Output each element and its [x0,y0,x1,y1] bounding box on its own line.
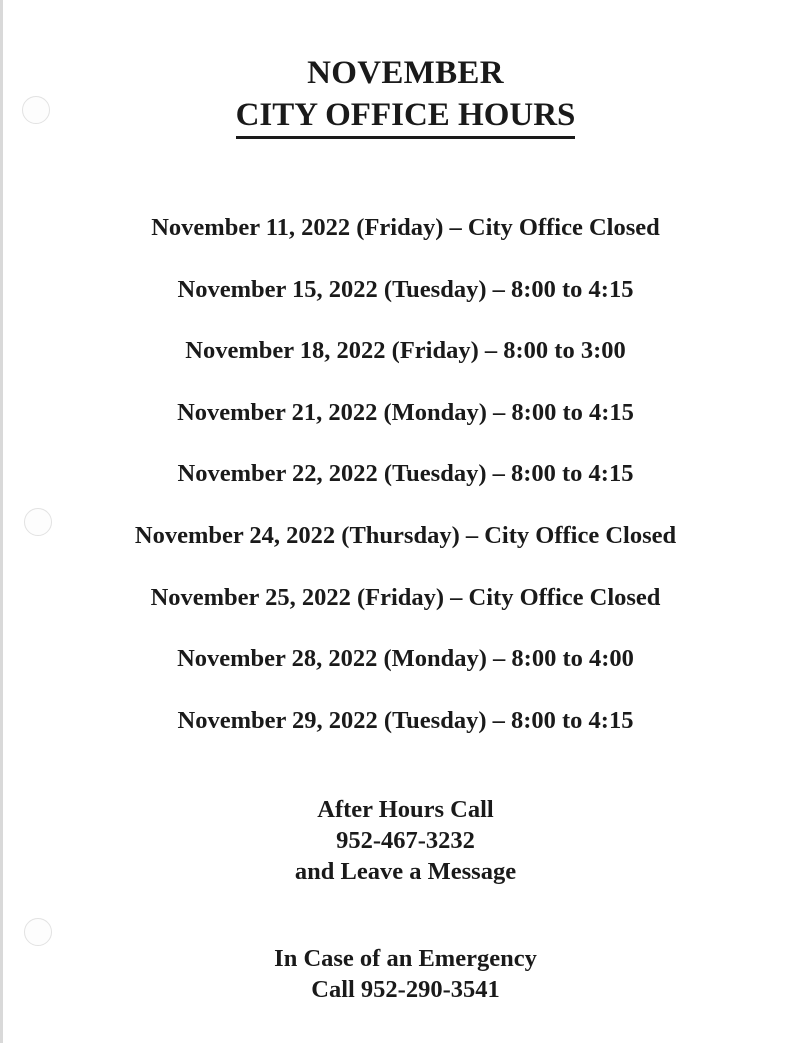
page-title [0,97,811,139]
schedule-entry: November 25, 2022 (Friday) – City Office Closed [150,583,661,611]
schedule-entry: November 21, 2022 (Monday) – 8:00 to 4:15 [177,398,634,426]
punch-hole-bottom [24,918,52,946]
emergency-heading: In Case of an Emergency [274,945,537,972]
page-title-text: CITY OFFICE HOURS [236,97,576,139]
schedule-entry: November 22, 2022 (Tuesday) – 8:00 to 4:15 [177,460,634,488]
emergency-phone: Call 952-290-3541 [311,976,500,1003]
emergency-notice [0,943,811,1005]
schedule-entry: November 29, 2022 (Tuesday) – 8:00 to 4:15 [177,706,634,734]
schedule-entry: November 28, 2022 (Monday) – 8:00 to 4:00 [177,645,634,673]
office-hours-list [0,208,811,762]
after-hours-notice [0,794,811,887]
schedule-entry: November 11, 2022 (Friday) – City Office Closed [151,214,660,241]
schedule-entry: November 15, 2022 (Tuesday) – 8:00 to 4:15 [177,275,634,303]
schedule-entry: November 18, 2022 (Friday) – 8:00 to 3:00 [185,337,626,365]
after-hours-instruction: and Leave a Message [294,858,517,885]
after-hours-heading: After Hours Call [317,796,494,823]
after-hours-phone: 952-467-3232 [336,827,475,854]
schedule-entry: November 24, 2022 (Thursday) – City Office Closed [134,521,677,549]
month-heading: NOVEMBER [307,55,504,91]
